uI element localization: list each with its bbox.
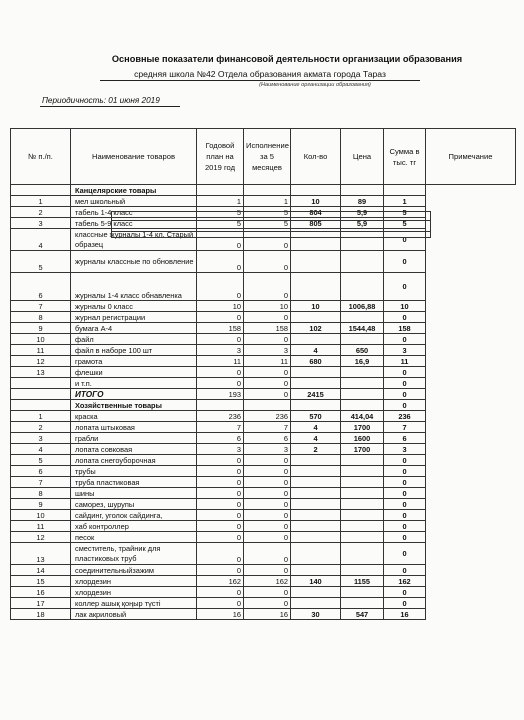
cell-plan: 1	[197, 196, 244, 207]
table-row	[11, 609, 516, 620]
cell-name: хлордезин	[71, 576, 197, 587]
cell-exec: 10	[244, 301, 291, 312]
cell-no: 17	[11, 598, 71, 609]
cell-sum: 0	[384, 466, 426, 477]
cell-price: 1006,88	[341, 301, 384, 312]
cell-no: 11	[11, 345, 71, 356]
cell-sum: 1	[384, 196, 426, 207]
table-row	[11, 433, 516, 444]
cell-price	[341, 334, 384, 345]
cell-exec: 0	[244, 543, 291, 565]
period-label: Периодичность: 01 июня 2019	[42, 96, 160, 105]
cell-sum: 0	[384, 521, 426, 532]
cell-no: 12	[11, 356, 71, 367]
section-row	[11, 400, 516, 411]
cell-qty: 10	[291, 301, 341, 312]
cell-name: коллер ашық қоңыр түсті	[71, 598, 197, 609]
cell-plan: 0	[197, 251, 244, 273]
cell-qty: 4	[291, 345, 341, 356]
cell-sum: 0	[384, 251, 426, 273]
cell-qty: 30	[291, 609, 341, 620]
cell-qty	[291, 273, 341, 301]
cell-exec: 236	[244, 411, 291, 422]
header-note: Примечание	[426, 129, 516, 185]
cell-price: 5,9	[341, 218, 384, 229]
cell-exec: 0	[244, 499, 291, 510]
cell-qty: 4	[291, 433, 341, 444]
cell-price	[341, 488, 384, 499]
cell-exec: 0	[244, 378, 291, 389]
cell-exec: 3	[244, 444, 291, 455]
cell-sum: 0	[384, 488, 426, 499]
cell-qty: 680	[291, 356, 341, 367]
cell-plan: 0	[197, 543, 244, 565]
cell-price: 547	[341, 609, 384, 620]
cell-plan: 0	[197, 499, 244, 510]
cell-no: 18	[11, 609, 71, 620]
cell-plan: 0	[197, 334, 244, 345]
table-row	[11, 378, 516, 389]
cell-plan: 0	[197, 488, 244, 499]
cell-qty	[291, 543, 341, 565]
cell-price	[341, 587, 384, 598]
cell-plan: 5	[197, 207, 244, 218]
cell-exec: 0	[244, 273, 291, 301]
cell-price: 1544,48	[341, 323, 384, 334]
cell-price	[341, 565, 384, 576]
header-plan: Годовой план на 2019 год	[197, 129, 244, 185]
table-row	[11, 312, 516, 323]
cell-exec: 0	[244, 587, 291, 598]
total-row	[11, 389, 516, 400]
table-row	[11, 455, 516, 466]
cell-no: 6	[11, 466, 71, 477]
cell-price	[341, 521, 384, 532]
cell-no	[11, 378, 71, 389]
cell-no: 5	[11, 455, 71, 466]
cell-sum: 0	[384, 477, 426, 488]
cell-exec: 16	[244, 609, 291, 620]
cell-price	[341, 510, 384, 521]
cell-exec: 0	[244, 229, 291, 251]
cell-plan	[197, 400, 244, 411]
cell-no: 1	[11, 411, 71, 422]
cell-sum: 0	[384, 510, 426, 521]
cell-sum: 0	[384, 565, 426, 576]
cell-plan: 0	[197, 378, 244, 389]
cell-no: 2	[11, 422, 71, 433]
cell-qty	[291, 400, 341, 411]
cell-name: табель 1-4 класс	[71, 207, 197, 218]
cell-no: 13	[11, 543, 71, 565]
header-exec: Исполнение за 5 месяцев	[244, 129, 291, 185]
cell-no: 11	[11, 521, 71, 532]
cell-no: 3	[11, 433, 71, 444]
cell-exec: 0	[244, 251, 291, 273]
cell-no: 9	[11, 499, 71, 510]
cell-name: хлордезин	[71, 587, 197, 598]
cell-plan: 236	[197, 411, 244, 422]
table-row	[11, 488, 516, 499]
cell-name: журналы классные по обновление	[71, 251, 197, 273]
cell-qty	[291, 532, 341, 543]
cell-name: мел школьный	[71, 196, 197, 207]
cell-plan: 162	[197, 576, 244, 587]
cell-plan: 10	[197, 301, 244, 312]
cell-plan: 0	[197, 229, 244, 251]
cell-price	[341, 251, 384, 273]
cell-sum: 0	[384, 455, 426, 466]
cell-plan: 6	[197, 433, 244, 444]
cell-exec: 0	[244, 466, 291, 477]
cell-sum: 0	[384, 543, 426, 565]
cell-no: 10	[11, 510, 71, 521]
cell-exec: 0	[244, 389, 291, 400]
cell-exec	[244, 400, 291, 411]
cell-sum: 0	[384, 273, 426, 301]
cell-no: 7	[11, 477, 71, 488]
cell-plan: 0	[197, 532, 244, 543]
cell-sum	[384, 185, 426, 196]
table-row	[11, 411, 516, 422]
cell-name: бумага А-4	[71, 323, 197, 334]
table-header-row	[11, 129, 516, 185]
cell-qty	[291, 185, 341, 196]
cell-sum: 3	[384, 444, 426, 455]
cell-name: журнал регистрации	[71, 312, 197, 323]
cell-price	[341, 389, 384, 400]
cell-qty: 805	[291, 218, 341, 229]
cell-no: 7	[11, 301, 71, 312]
cell-qty: 140	[291, 576, 341, 587]
cell-price	[341, 312, 384, 323]
cell-name: соединительныйзажим	[71, 565, 197, 576]
section-row	[11, 185, 516, 196]
cell-exec: 0	[244, 334, 291, 345]
cell-exec: 11	[244, 356, 291, 367]
cell-exec: 0	[244, 510, 291, 521]
table-row	[11, 499, 516, 510]
cell-qty	[291, 488, 341, 499]
cell-qty	[291, 466, 341, 477]
table-row	[11, 521, 516, 532]
cell-exec: 1	[244, 196, 291, 207]
cell-no: 10	[11, 334, 71, 345]
cell-price	[341, 499, 384, 510]
cell-price	[341, 273, 384, 301]
cell-price	[341, 367, 384, 378]
cell-name: лопата совковая	[71, 444, 197, 455]
cell-qty: 804	[291, 207, 341, 218]
cell-name: Канцелярские товары	[71, 185, 197, 196]
cell-note	[111, 211, 431, 221]
cell-no: 13	[11, 367, 71, 378]
cell-name: труба пластиковая	[71, 477, 197, 488]
cell-plan: 3	[197, 444, 244, 455]
cell-exec: 3	[244, 345, 291, 356]
cell-price	[341, 378, 384, 389]
cell-sum: 0	[384, 229, 426, 251]
header-no: № п./п.	[11, 129, 71, 185]
cell-qty	[291, 367, 341, 378]
cell-name: лопата штыковая	[71, 422, 197, 433]
cell-sum: 16	[384, 609, 426, 620]
cell-plan: 0	[197, 598, 244, 609]
table-row	[11, 576, 516, 587]
cell-no: 8	[11, 312, 71, 323]
cell-name: лопата снегоуборочная	[71, 455, 197, 466]
table-row	[11, 334, 516, 345]
cell-exec: 0	[244, 312, 291, 323]
cell-sum: 0	[384, 587, 426, 598]
cell-price	[341, 400, 384, 411]
cell-plan: 193	[197, 389, 244, 400]
cell-name: ИТОГО	[71, 389, 197, 400]
table-row	[11, 301, 516, 312]
table-row	[11, 251, 516, 273]
cell-exec: 0	[244, 477, 291, 488]
cell-qty: 570	[291, 411, 341, 422]
cell-plan: 3	[197, 345, 244, 356]
cell-no: 4	[11, 444, 71, 455]
cell-qty	[291, 477, 341, 488]
cell-plan: 158	[197, 323, 244, 334]
cell-name: Хозяйственные товары	[71, 400, 197, 411]
cell-price: 650	[341, 345, 384, 356]
cell-exec	[244, 185, 291, 196]
table-row	[11, 323, 516, 334]
cell-plan: 0	[197, 273, 244, 301]
cell-price: 414,04	[341, 411, 384, 422]
cell-plan: 5	[197, 218, 244, 229]
cell-exec: 0	[244, 565, 291, 576]
table-row	[11, 543, 516, 565]
cell-qty	[291, 598, 341, 609]
header-name: Наименование товаров	[71, 129, 197, 185]
cell-price	[341, 477, 384, 488]
cell-plan: 0	[197, 312, 244, 323]
cell-plan	[197, 185, 244, 196]
cell-sum: 3	[384, 345, 426, 356]
cell-name: лак акриловый	[71, 609, 197, 620]
cell-no: 1	[11, 196, 71, 207]
cell-sum: 236	[384, 411, 426, 422]
cell-name: журналы 1-4 класс обнавленка	[71, 273, 197, 301]
cell-sum: 7	[384, 422, 426, 433]
cell-no: 3	[11, 218, 71, 229]
table-row	[11, 565, 516, 576]
cell-plan: 0	[197, 367, 244, 378]
cell-qty: 102	[291, 323, 341, 334]
cell-qty	[291, 510, 341, 521]
cell-no: 9	[11, 323, 71, 334]
cell-plan: 0	[197, 587, 244, 598]
cell-price	[341, 543, 384, 565]
cell-name: флешки	[71, 367, 197, 378]
cell-exec: 162	[244, 576, 291, 587]
cell-qty: 2415	[291, 389, 341, 400]
cell-sum: 158	[384, 323, 426, 334]
cell-qty	[291, 587, 341, 598]
cell-qty: 10	[291, 196, 341, 207]
table-row	[11, 422, 516, 433]
header-qty: Кол-во	[291, 129, 341, 185]
table-row	[11, 477, 516, 488]
cell-qty	[291, 334, 341, 345]
cell-plan: 0	[197, 510, 244, 521]
cell-no	[11, 389, 71, 400]
header-price: Цена	[341, 129, 384, 185]
cell-qty: 2	[291, 444, 341, 455]
cell-sum: 0	[384, 400, 426, 411]
table-row	[11, 532, 516, 543]
table-row	[11, 356, 516, 367]
table-row	[11, 510, 516, 521]
cell-qty	[291, 378, 341, 389]
cell-plan: 0	[197, 477, 244, 488]
cell-sum: 162	[384, 576, 426, 587]
cell-no: 12	[11, 532, 71, 543]
table-row	[11, 466, 516, 477]
cell-price: 5,9	[341, 207, 384, 218]
cell-name: сместитель, трайник для пластиковых труб	[71, 543, 197, 565]
cell-exec: 7	[244, 422, 291, 433]
cell-plan: 11	[197, 356, 244, 367]
header-sum: Сумма в тыс. тг	[384, 129, 426, 185]
cell-price	[341, 598, 384, 609]
table-row	[11, 273, 516, 301]
cell-name: сайдинг, уголок сайдинга,	[71, 510, 197, 521]
financial-table	[10, 128, 516, 620]
cell-price: 1155	[341, 576, 384, 587]
cell-price: 1700	[341, 422, 384, 433]
cell-qty	[291, 251, 341, 273]
cell-exec: 6	[244, 433, 291, 444]
cell-plan: 0	[197, 455, 244, 466]
cell-plan: 0	[197, 565, 244, 576]
cell-qty	[291, 565, 341, 576]
table-row	[11, 345, 516, 356]
cell-name: саморез, шурупы	[71, 499, 197, 510]
cell-name: хаб контроллер	[71, 521, 197, 532]
cell-qty	[291, 312, 341, 323]
cell-qty	[291, 499, 341, 510]
cell-price: 16,9	[341, 356, 384, 367]
cell-plan: 7	[197, 422, 244, 433]
cell-qty	[291, 521, 341, 532]
table-row	[11, 598, 516, 609]
cell-no: 6	[11, 273, 71, 301]
cell-sum: 0	[384, 367, 426, 378]
organization-name: средняя школа №42 Отдела образования акмата города Тараз	[100, 69, 420, 81]
table-row	[11, 587, 516, 598]
table-row	[11, 444, 516, 455]
cell-name: журналы 0 класс	[71, 301, 197, 312]
cell-name: песок	[71, 532, 197, 543]
cell-sum: 5	[384, 207, 426, 218]
document-title: Основные показатели финансовой деятельности организации образования	[111, 54, 463, 64]
cell-no: 16	[11, 587, 71, 598]
cell-name: файл в наборе 100 шт	[71, 345, 197, 356]
cell-no	[11, 400, 71, 411]
cell-exec: 158	[244, 323, 291, 334]
cell-sum: 0	[384, 389, 426, 400]
cell-exec: 0	[244, 455, 291, 466]
cell-exec: 0	[244, 367, 291, 378]
cell-price	[341, 455, 384, 466]
cell-sum: 0	[384, 532, 426, 543]
cell-qty: 4	[291, 422, 341, 433]
cell-exec: 0	[244, 488, 291, 499]
cell-no: 5	[11, 251, 71, 273]
organization-name-caption: (Наименование организации образования)	[259, 82, 371, 88]
cell-no: 2	[11, 207, 71, 218]
cell-no: 14	[11, 565, 71, 576]
cell-exec: 0	[244, 532, 291, 543]
cell-price: 1600	[341, 433, 384, 444]
cell-name: классные журналы 1-4 кл. Старый образец	[71, 229, 197, 251]
cell-sum: 0	[384, 334, 426, 345]
table-row	[11, 367, 516, 378]
cell-name: грамота	[71, 356, 197, 367]
cell-sum: 5	[384, 218, 426, 229]
cell-name: трубы	[71, 466, 197, 477]
cell-sum: 11	[384, 356, 426, 367]
cell-sum: 0	[384, 598, 426, 609]
cell-exec: 5	[244, 207, 291, 218]
cell-sum: 0	[384, 378, 426, 389]
cell-no: 4	[11, 229, 71, 251]
table-row	[11, 196, 516, 207]
cell-name: файл	[71, 334, 197, 345]
cell-name: шины	[71, 488, 197, 499]
cell-price: 1700	[341, 444, 384, 455]
cell-sum: 0	[384, 499, 426, 510]
table-body	[11, 185, 516, 620]
cell-plan: 0	[197, 466, 244, 477]
cell-no: 15	[11, 576, 71, 587]
cell-no	[11, 185, 71, 196]
cell-price	[341, 185, 384, 196]
cell-no: 8	[11, 488, 71, 499]
cell-price	[341, 532, 384, 543]
cell-plan: 0	[197, 521, 244, 532]
period-underline	[40, 106, 180, 107]
cell-qty	[291, 455, 341, 466]
cell-exec: 5	[244, 218, 291, 229]
cell-sum: 10	[384, 301, 426, 312]
cell-name: грабли	[71, 433, 197, 444]
cell-exec: 0	[244, 521, 291, 532]
cell-price	[341, 466, 384, 477]
cell-sum: 0	[384, 312, 426, 323]
cell-sum: 6	[384, 433, 426, 444]
cell-name: табель 5-9 класс	[71, 218, 197, 229]
cell-plan: 16	[197, 609, 244, 620]
cell-name: и т.п.	[71, 378, 197, 389]
cell-price: 89	[341, 196, 384, 207]
cell-exec: 0	[244, 598, 291, 609]
cell-name: краска	[71, 411, 197, 422]
